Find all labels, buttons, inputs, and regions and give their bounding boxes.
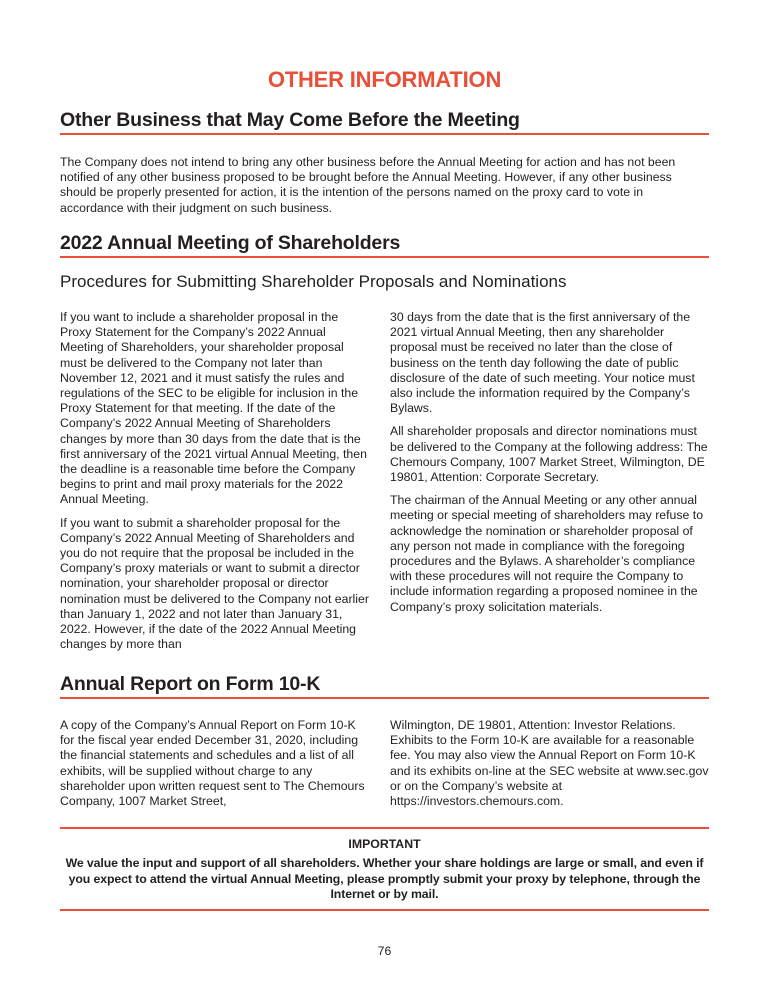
paragraph: All shareholder proposals and director nominations must be delivered to the Company at the following address: The Chemours Company, 1007 Market Street, Wilmington, DE 19801, Attention: Corporate Secretary.: [390, 424, 708, 485]
paragraph: Wilmington, DE 19801, Attention: Investor Relations. Exhibits to the Form 10-K are available for a reasonable fee. You may also view the Annual Report on Form 10-K and its exhibits on-line at the SEC website at www.sec.gov or on the Company’s website at https://investors.chemours.com.: [390, 718, 709, 809]
subheading-procedures: Procedures for Submitting Shareholder Proposals and Nominations: [60, 272, 567, 291]
section-heading-annual-meeting: 2022 Annual Meeting of Shareholders: [60, 231, 709, 258]
paragraph: 30 days from the date that is the first anniversary of the 2021 virtual Annual Meeting, then any shareholder proposal must be received no later than the close of business on the tenth day following the date of public disclosure of the date of such meeting. Your notice must also include the information required by the Company’s Bylaws.: [390, 310, 695, 416]
page-number: 76: [377, 944, 392, 958]
annual-report-right-column: [390, 718, 712, 809]
paragraph: The chairman of the Annual Meeting or any other annual meeting or special meeting of shareholders may refuse to acknowledge the nomination or shareholder proposal of any person not made in compliance with the foregoing procedures and the Bylaws. A shareholder’s compliance with these procedures will not require the Company to include information regarding a proposed nominee in the Company’s proxy solicitation materials.: [390, 493, 704, 614]
annual-report-left-column: [60, 718, 372, 809]
section-heading-other-business: Other Business that May Come Before the Meeting: [60, 108, 709, 135]
important-notice: [60, 827, 709, 911]
paragraph: If you want to submit a shareholder proposal for the Company’s 2022 Annual Meeting of Shareholders and you do not require that the proposal be included in the Company’s proxy materials or want to submit a director nomination, your shareholder proposal or director nomination must be delivered to the Company not earlier than January 1, 2022 and not later than January 31, 2022. However, if the date of the 2022 Annual Meeting changes by more than: [60, 515, 369, 652]
paragraph: The Company does not intend to bring any other business before the Annual Meeting for action and has not been notified of any other business proposed to be brought before the Annual Meeting. However, if any other business should be properly presented for action, it is the intention of the persons named on the proxy card to vote in accordance with their judgment on such business.: [60, 155, 676, 215]
paragraph: If you want to include a shareholder proposal in the Proxy Statement for the Company’s 2022 Annual Meeting of Shareholders, your shareholder proposal must be delivered to the Company not later than November 12, 2021 and it must satisfy the rules and regulations of the SEC to be eligible for inclusion in the Proxy Statement for that meeting. If the date of the Company’s 2022 Annual Meeting of Shareholders changes by more than 30 days from the date that is the first anniversary of the 2021 virtual Annual Meeting, then the deadline is a reasonable time before the Company begins to print and mail proxy materials for the 2022 Annual Meeting.: [60, 310, 367, 507]
section-heading-annual-report: Annual Report on Form 10-K: [60, 672, 709, 699]
other-business-body: [60, 155, 709, 216]
important-label: IMPORTANT: [348, 837, 421, 851]
paragraph: A copy of the Company’s Annual Report on Form 10-K for the fiscal year ended December 31, 2020, including the financial statements and schedules and a list of all exhibits, will be supplied without charge to any shareholder upon written request sent to The Chemours Company, 1007 Market Street,: [60, 718, 365, 809]
annual-meeting-right-column: [390, 310, 712, 615]
important-message: We value the input and support of all shareholders. Whether your share holdings are large or small, and even if you expect to attend the virtual Annual Meeting, please promptly submit your proxy by telephone, through the Internet or by mail.: [65, 856, 704, 901]
page-title: OTHER INFORMATION: [267, 67, 502, 92]
annual-meeting-left-column: [60, 310, 372, 652]
